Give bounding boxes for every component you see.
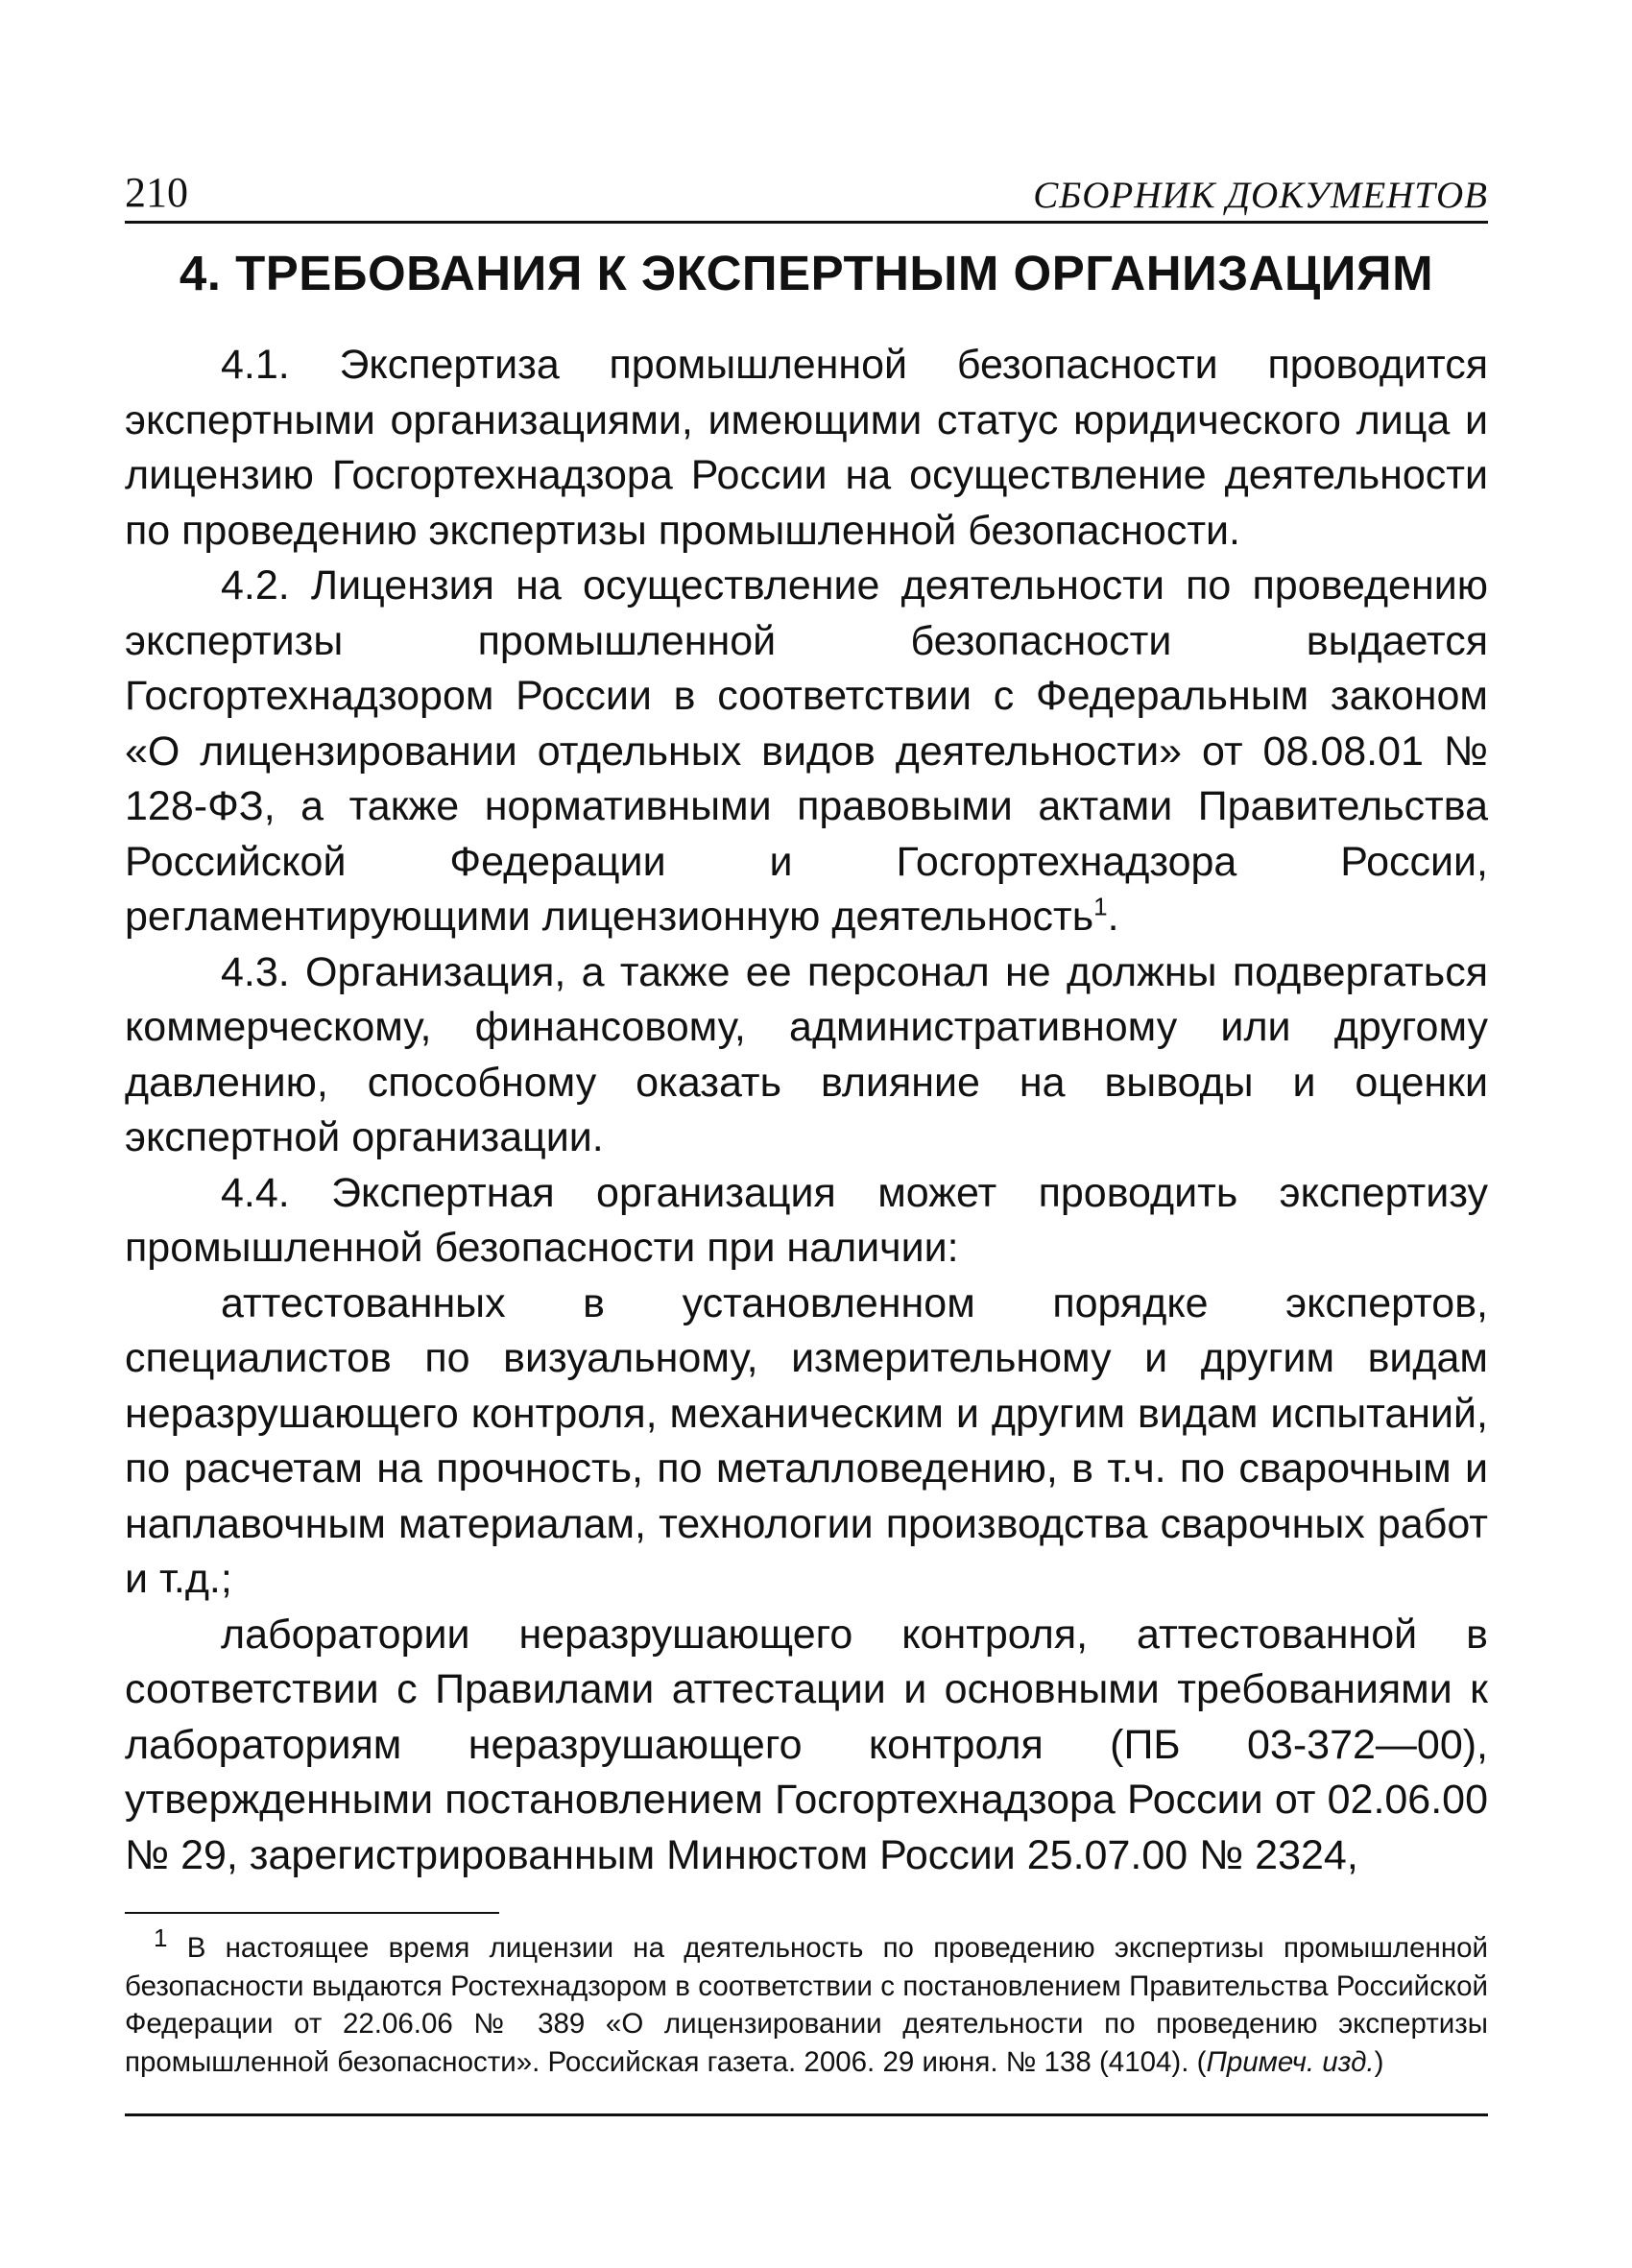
footnote-mark: 1 — [154, 1923, 168, 1953]
page-number: 210 — [125, 169, 188, 216]
footnote-text: В настоящее время лицензии на деятельность по проведению экспертизы промышленной безопасности выдаются Ростехнадзором в соответствии с постановлением Правительства Российской Федерации от 22.06.06 № 389 «О лицензировании деятельности по проведению экспертизы промышленной безопасности». Российская газета. 2006. 29 июня. № 138 (4104). ( — [125, 1932, 1488, 2078]
paragraph-4-2-text: 4.2. Лицензия на осуществление деятельности по проведению экспертизы промышленной безопасности выдается Госгортехнадзором России в соответствии с Федеральным законом «О лицензировании отдельных видов деятельности» от 08.08.01 № 128-ФЗ, а также нормативными правовыми актами Правительства Российской Федерации и Госгортехнадзора России, регламентирующими лицензионную деятельность — [125, 562, 1488, 940]
running-header — [125, 163, 1488, 224]
running-title: СБОРНИК ДОКУМЕНТОВ — [1033, 175, 1488, 216]
paragraph-4-3: 4.3. Организация, а также ее персонал не должны подвергаться коммерческому, финансовому, административному или другому давлению, способному оказать влияние на выводы и оценки экспертной организации. — [125, 948, 1488, 1160]
list-item-experts: аттестованных в установленном порядке экспертов, специалистов по визуальному, измерительному и другим видам неразрушающего контроля, механическим и другим видам испытаний, по расчетам на прочность, по металловедению, в т.ч. по сварочным и наплавочным материалам, технологии производства сварочных работ и т.д.; — [125, 1279, 1488, 1602]
paragraph-4-1: 4.1. Экспертиза промышленной безопасности проводится экспертными организациями, имеющими статус юридического лица и лицензию Госгортехнадзора России на осуществление деятельности по проведению экспертизы промышленной безопасности. — [125, 342, 1488, 554]
footnote-divider — [125, 1912, 499, 1914]
footnote — [125, 1923, 1488, 2081]
paragraph-4-2 — [125, 559, 1488, 945]
footnote-reference[interactable]: 1 — [1093, 892, 1108, 921]
footnote-close: ) — [1374, 2045, 1384, 2078]
body-text — [125, 338, 1488, 1883]
section-title: 4. ТРЕБОВАНИЯ К ЭКСПЕРТНЫМ ОРГАНИЗАЦИЯМ — [179, 246, 1434, 300]
paragraph-4-4: 4.4. Экспертная организация может проводить экспертизу промышленной безопасности при наличии: — [125, 1169, 1488, 1271]
editor-note-label: Примеч. изд. — [1206, 2045, 1375, 2078]
bottom-divider — [125, 2113, 1488, 2116]
list-item-laboratory: лаборатории неразрушающего контроля, аттестованной в соответствии с Правилами аттестации и основными требованиями к лабораториям неразрушающего контроля (ПБ 03-372—00), утвержденными постановлением Госгортехнадзора России от 02.06.00 № 29, зарегистрированным Минюстом России 25.07.00 № 2324, — [125, 1611, 1488, 1878]
paragraph-4-2-end: . — [1107, 894, 1119, 940]
page — [125, 163, 1488, 2116]
